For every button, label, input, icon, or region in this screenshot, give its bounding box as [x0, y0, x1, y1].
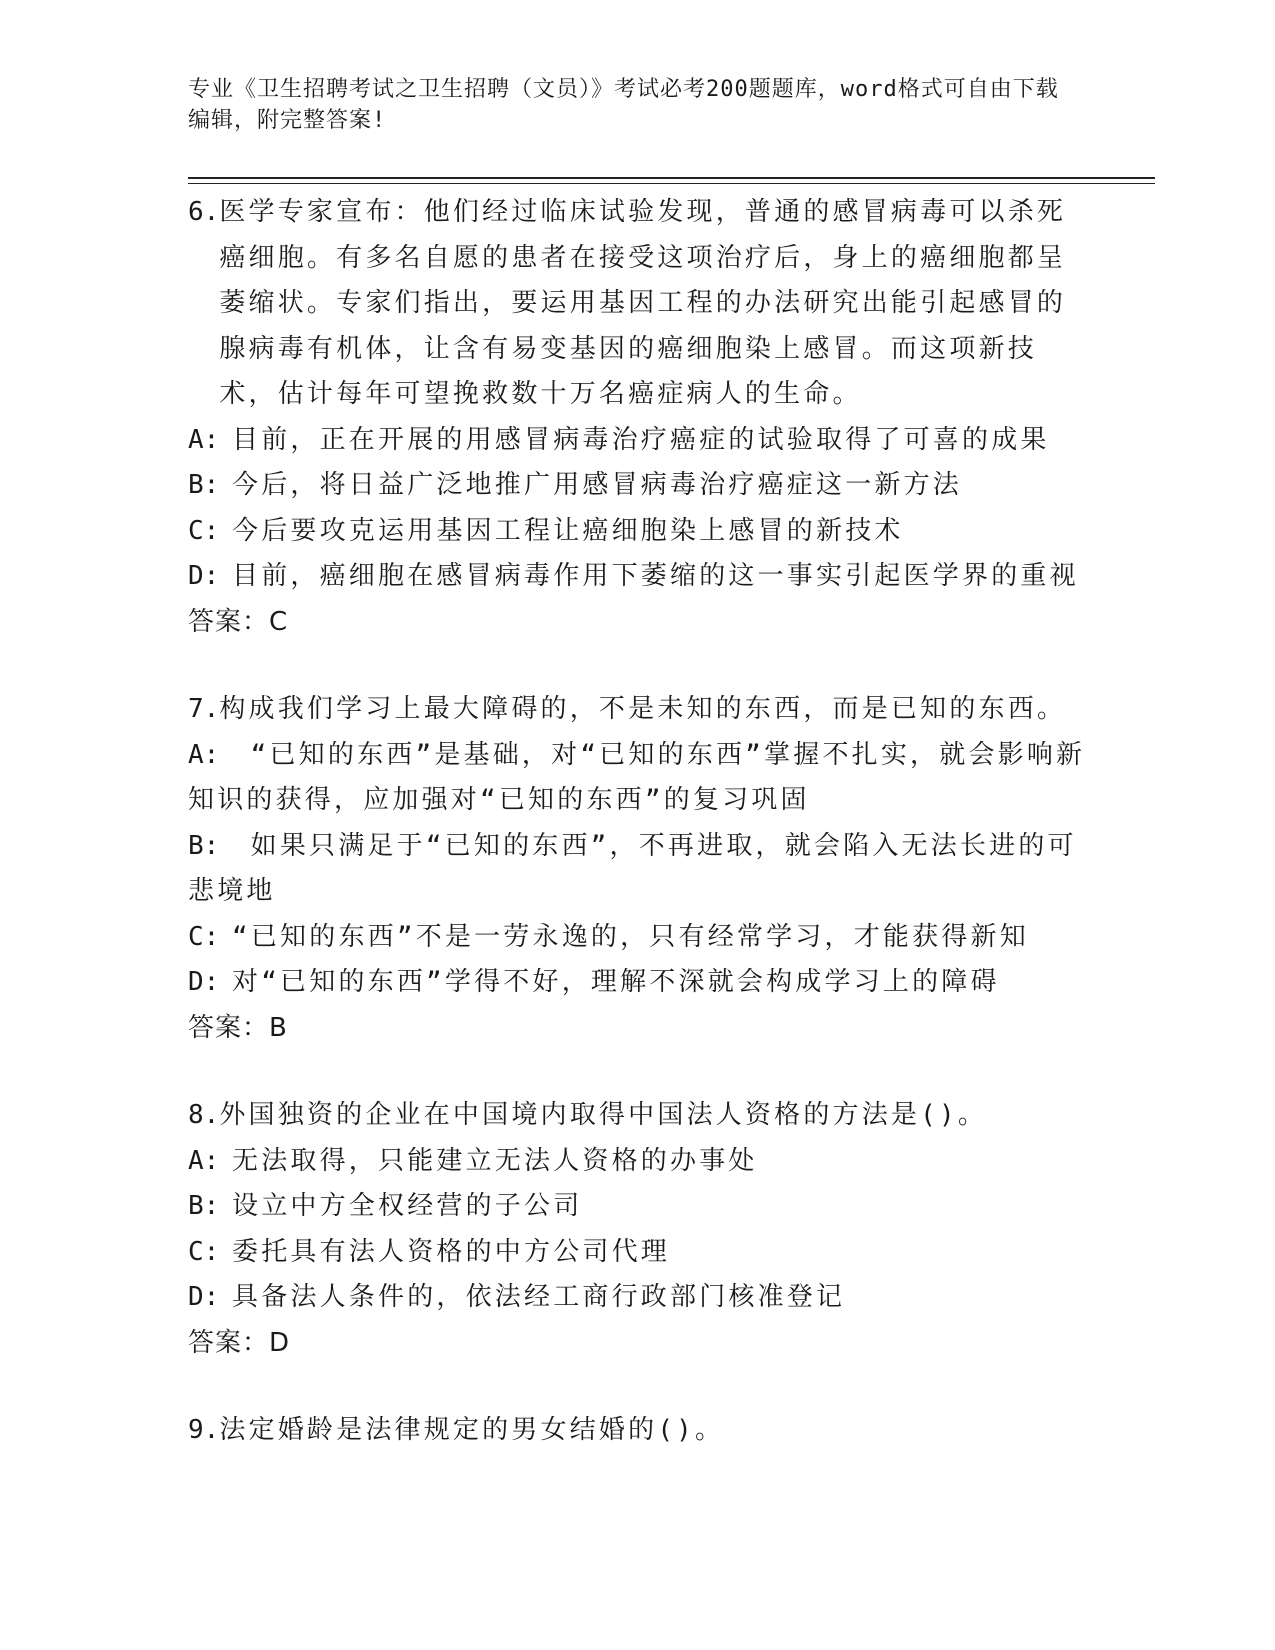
option-key: B:	[188, 830, 220, 861]
option-key: D:	[188, 967, 220, 997]
option-text: 今后，将日益广泛地推广用感冒病毒治疗癌症这一新方法	[232, 470, 963, 500]
header-divider-thick	[188, 177, 1155, 179]
option-key: C:	[188, 1236, 220, 1267]
option-b	[188, 1184, 1088, 1230]
question-text: 外国独资的企业在中国境内取得中国法人资格的方法是()。	[219, 1100, 988, 1130]
option-d	[188, 554, 1088, 600]
question-text: 法定婚龄是法律规定的男女结婚的()。	[219, 1415, 725, 1445]
question-number: 7.	[188, 694, 220, 724]
option-c	[188, 915, 1088, 961]
question-8	[188, 1093, 1088, 1366]
option-key: B:	[188, 470, 220, 500]
option-d	[188, 1275, 1088, 1321]
option-key: B:	[188, 1191, 220, 1221]
option-key: A:	[188, 1145, 220, 1176]
option-key: D:	[188, 561, 220, 591]
header-divider-thin	[188, 183, 1155, 184]
option-c	[188, 509, 1088, 555]
question-9	[188, 1408, 1088, 1454]
option-key: D:	[188, 1282, 220, 1312]
question-stem	[188, 1093, 1088, 1139]
option-text: 无法取得，只能建立无法人资格的办事处	[232, 1145, 758, 1176]
option-d	[188, 960, 1088, 1006]
option-text: “已知的东西”是基础，对“已知的东西”掌握不扎实，就会影响新知识的获得，应加强对“已知的东西”的复习巩固	[188, 739, 1086, 815]
option-text: 委托具有法人资格的中方公司代理	[232, 1236, 671, 1267]
question-7	[188, 687, 1088, 1051]
option-text: 目前，癌细胞在感冒病毒作用下萎缩的这一事实引起医学界的重视	[232, 561, 1079, 591]
option-a	[188, 1139, 1088, 1185]
question-stem	[188, 190, 1088, 418]
question-text: 构成我们学习上最大障碍的，不是未知的东西，而是已知的东西。	[219, 694, 1067, 724]
answer-line: 答案：C	[188, 606, 289, 637]
answer-line: 答案：D	[188, 1327, 291, 1358]
option-a	[188, 418, 1088, 464]
question-list	[188, 190, 1088, 1496]
option-text: 如果只满足于“已知的东西”，不再进取，就会陷入无法长进的可悲境地	[188, 830, 1077, 906]
option-a	[188, 733, 1088, 824]
answer-line: 答案：B	[188, 1012, 288, 1043]
question-number: 8.	[188, 1100, 220, 1130]
option-c	[188, 1230, 1088, 1276]
question-number: 9.	[188, 1415, 220, 1445]
question-text: 医学专家宣布：他们经过临床试验发现，普通的感冒病毒可以杀死癌细胞。有多名自愿的患者在接受这项治疗后，身上的癌细胞都呈萎缩状。专家们指出，要运用基因工程的办法研究出能引起感冒的腺病毒有机体，让含有易变基因的癌细胞染上感冒。而这项新技术，估计每年可望挽救数十万名癌症病人的生命。	[219, 197, 1067, 409]
option-b	[188, 463, 1088, 509]
question-stem	[188, 1408, 1088, 1454]
option-b	[188, 824, 1088, 915]
option-text: “已知的东西”不是一劳永逸的，只有经常学习，才能获得新知	[232, 921, 1029, 952]
question-stem	[188, 687, 1088, 733]
question-number: 6.	[188, 197, 220, 227]
option-text: 今后要攻克运用基因工程让癌细胞染上感冒的新技术	[232, 515, 904, 546]
option-key: A:	[188, 739, 220, 770]
option-key: A:	[188, 424, 220, 455]
document-header: 专业《卫生招聘考试之卫生招聘（文员）》考试必考200题题库，word格式可自由下载编辑，附完整答案!	[188, 77, 1059, 133]
option-text: 目前，正在开展的用感冒病毒治疗癌症的试验取得了可喜的成果	[232, 424, 1050, 455]
option-text: 对“已知的东西”学得不好，理解不深就会构成学习上的障碍	[232, 967, 1000, 997]
option-key: C:	[188, 921, 220, 952]
option-text: 具备法人条件的，依法经工商行政部门核准登记	[232, 1282, 846, 1312]
question-6	[188, 190, 1088, 645]
option-key: C:	[188, 515, 220, 546]
option-text: 设立中方全权经营的子公司	[232, 1191, 583, 1221]
